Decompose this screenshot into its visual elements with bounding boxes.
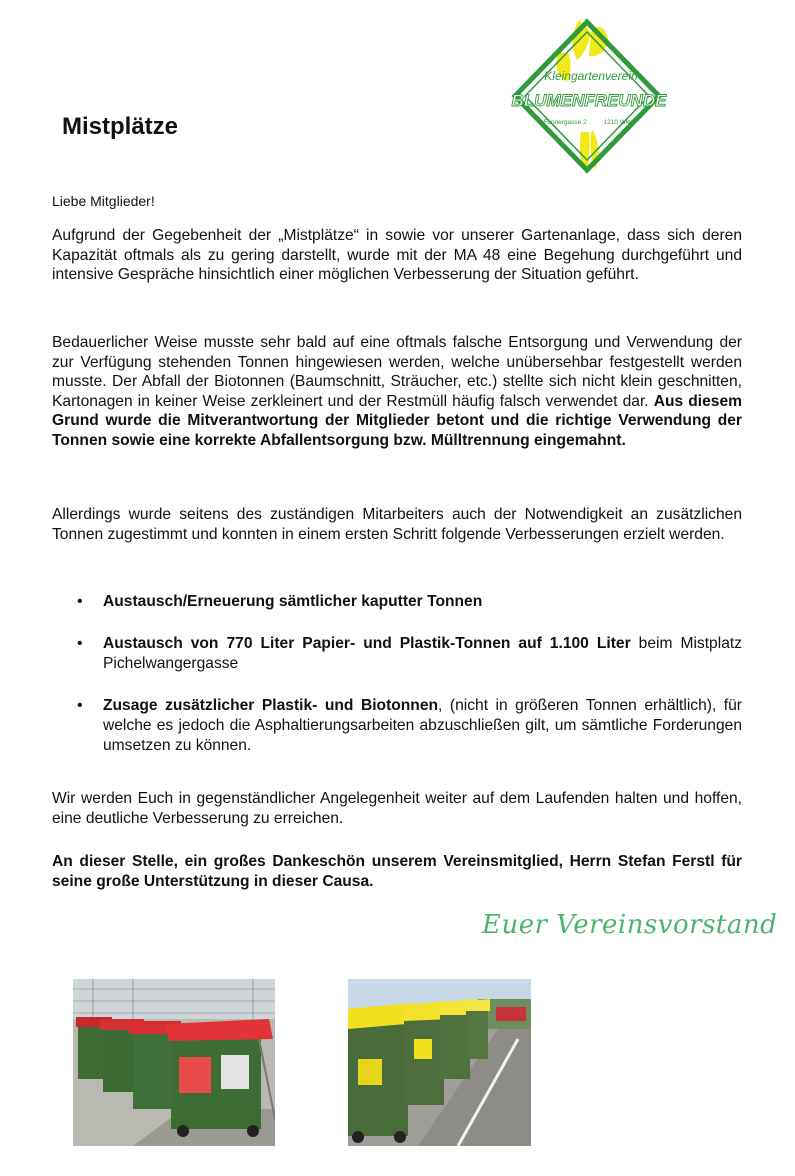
logo-line1: Kleingartenverein [544, 69, 638, 83]
paragraph-closing: Wir werden Euch in gegenständlicher Angelegenheit weiter auf dem Laufenden halten und hoffen, eine deutliche Verbesserung zu erreichen. [52, 790, 742, 827]
photo-red-lid-bins [73, 979, 275, 1146]
paragraph-intro: Aufgrund der Gegebenheit der „Mistplätze“ in sowie vor unserer Gartenanlage, dass sich deren Kapazität oftmals als zu gering darstellt, wurde mit der MA 48 eine Begehung durchgeführt und intensive Gespräche hinsichtlich einer möglichen Verbesserung der Situation geführt. [52, 227, 742, 283]
signature: Euer Vereinsvorstand [482, 910, 778, 940]
paragraph-problem-normal: Bedauerlicher Weise musste sehr bald auf eine oftmals falsche Entsorgung und Verwendung der zur Verfügung stehenden Tonnen hingewiesen werden, welche unübersehbar festgestellt werden musste. Der Abfall der Biotonnen (Baumschnitt, Sträucher, etc.) stellte sich nicht klein geschnitten, Kartonagen in keiner Weise zerkleinert und der Restmüll häufig falsch verwendet dar. [52, 334, 742, 410]
paragraph-problem [52, 333, 742, 450]
list-item: • Austausch von 770 Liter Papier- und Plastik-Tonnen auf 1.100 Liter beim Mistplatz Pichelwangergasse [52, 634, 742, 674]
club-logo [507, 12, 667, 177]
photo-yellow-lid-bins [348, 979, 531, 1146]
logo-address-right: 1210 Wien [603, 119, 635, 126]
page-title: Mistplätze [62, 113, 179, 140]
logo-address-left: Fännergasse 2 [543, 119, 587, 126]
paragraph-problem-bold: Aus diesem Grund wurde die Mitverantwortung der Mitglieder betont und die richtige Verwendung der Tonnen sowie eine korrekte Abfallentsorgung bzw. Mülltrennung eingemahnt. [52, 392, 742, 449]
paragraph-thanks: An dieser Stelle, ein großes Dankeschön unserem Vereinsmitglied, Herrn Stefan Ferstl für seine große Unterstützung in dieser Causa. [52, 853, 742, 890]
improvement-list [52, 592, 742, 778]
paragraph-improvements: Allerdings wurde seitens des zuständigen Mitarbeiters auch der Notwendigkeit an zusätzlichen Tonnen zugestimmt und konnten in einem ersten Schritt folgende Verbesserungen erzielt werden. [52, 506, 742, 543]
logo-line2: BLUMENFREUNDE [511, 91, 667, 110]
list-item: • Austausch/Erneuerung sämtlicher kaputter Tonnen [52, 592, 742, 612]
list-item: • Zusage zusätzlicher Plastik- und Biotonnen, (nicht in größeren Tonnen erhältlich), für welche es jedoch die Asphaltierungsarbeiten abzuschließen gilt, um sämtliche Forderungen umsetzen zu können. [52, 696, 742, 756]
greeting: Liebe Mitglieder! [52, 193, 155, 209]
